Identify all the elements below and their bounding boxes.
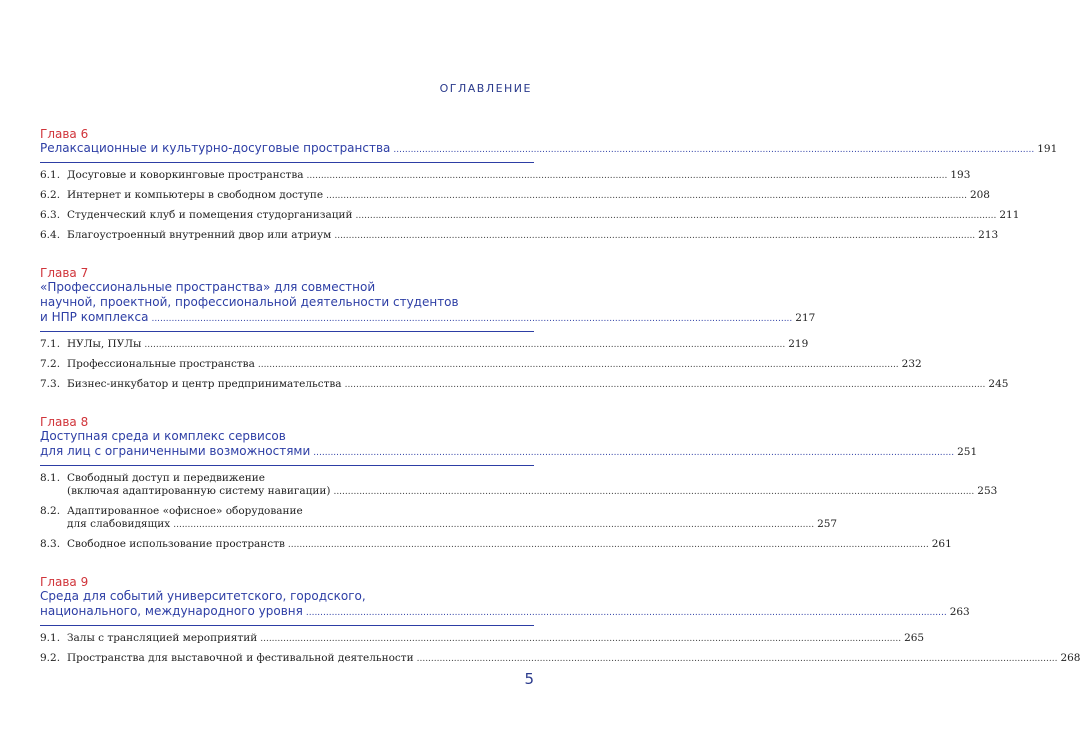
entry-number: 8.1. (40, 472, 61, 484)
toc-line (67, 358, 922, 372)
toc-line (67, 378, 1008, 392)
toc-line-text: Свободное использование пространств (67, 538, 285, 550)
toc-line-text: Досуговые и коворкинговые пространства (67, 169, 304, 181)
chapter-rule (40, 331, 534, 332)
chapter-title[interactable] (40, 280, 816, 327)
chapter-rule (40, 162, 534, 163)
toc-entry[interactable] (40, 209, 1020, 223)
entry-body (67, 358, 922, 372)
toc-line-text: Залы с трансляцией мероприятий (67, 632, 258, 644)
entry-number: 6.3. (40, 209, 61, 221)
toc-entry[interactable] (40, 632, 925, 646)
entry-number: 6.1. (40, 169, 61, 181)
toc-line (67, 169, 970, 183)
toc-line-text: для лиц с ограниченными возможностями (40, 444, 311, 458)
toc-line (40, 310, 816, 327)
chapter-title-line: Среда для событий университетского, городского, (40, 589, 366, 603)
leader-dots (356, 210, 997, 223)
toc-page-ref: 261 (931, 538, 952, 550)
leader-dots (345, 379, 986, 392)
entry-body (67, 229, 998, 243)
leader-dots (173, 519, 814, 532)
toc-page-ref: 253 (977, 485, 998, 497)
toc-line (40, 141, 1058, 158)
toc-line (40, 444, 978, 461)
leader-dots (306, 606, 947, 621)
chapter-title-line: Доступная среда и комплекс сервисов (40, 429, 286, 443)
entry-body (67, 538, 952, 552)
entry-number: 9.1. (40, 632, 61, 644)
leader-dots (307, 170, 948, 183)
toc-page-ref: 268 (1060, 652, 1080, 664)
chapter-rule (40, 465, 534, 466)
page-number: 5 (524, 670, 534, 688)
entry-body (67, 189, 990, 203)
entry-number: 8.2. (40, 505, 61, 517)
toc-line-text: Интернет и компьютеры в свободном доступе (67, 189, 324, 201)
leader-dots (288, 539, 929, 552)
toc-line (67, 189, 990, 203)
toc-entry[interactable] (40, 169, 971, 183)
chapter-label: Глава 6 (40, 127, 89, 141)
table-of-contents (40, 127, 1080, 689)
toc-line (67, 652, 1080, 666)
entry-number: 7.3. (40, 378, 61, 390)
toc-page-ref: 263 (949, 606, 970, 618)
entry-body (67, 632, 924, 646)
toc-page-ref: 208 (969, 189, 990, 201)
toc-line (40, 604, 970, 621)
toc-line (67, 209, 1019, 223)
entry-body (67, 209, 1019, 223)
chapter-title[interactable] (40, 589, 970, 621)
entry-number: 6.2. (40, 189, 61, 201)
toc-line (67, 338, 808, 352)
chapter-block (40, 575, 1080, 666)
toc-line (67, 632, 924, 646)
entry-body (67, 505, 837, 532)
chapter-rule (40, 625, 534, 626)
toc-line-text: и НПР комплекса (40, 310, 149, 324)
chapter-block (40, 127, 1058, 243)
toc-entry[interactable] (40, 472, 998, 499)
chapter-label: Глава 9 (40, 575, 89, 589)
toc-line (67, 538, 952, 552)
leader-dots (260, 633, 901, 646)
chapter-title[interactable] (40, 429, 978, 461)
leader-dots (258, 359, 899, 372)
toc-line-text: Благоустроенный внутренний двор или атриум (67, 229, 332, 241)
entry-number: 6.4. (40, 229, 61, 241)
chapter-block (40, 266, 1009, 392)
leader-dots (151, 312, 792, 327)
leader-dots (313, 446, 954, 461)
toc-page-ref: 211 (999, 209, 1020, 221)
entry-body (67, 169, 970, 183)
toc-entry[interactable] (40, 189, 990, 203)
toc-line-text: Профессиональные пространства (67, 358, 255, 370)
entry-body (67, 472, 997, 499)
toc-line-text: национального, международного уровня (40, 604, 303, 618)
toc-page-ref: 217 (795, 312, 816, 324)
toc-entry[interactable] (40, 538, 952, 552)
entry-number: 9.2. (40, 652, 61, 664)
toc-entry[interactable] (40, 358, 922, 372)
toc-page-ref: 219 (788, 338, 809, 350)
toc-page-ref: 213 (978, 229, 999, 241)
toc-line (67, 229, 998, 243)
toc-entry[interactable] (40, 652, 1080, 666)
leader-dots (333, 486, 974, 499)
toc-line-text: для слабовидящих (67, 518, 171, 530)
entry-text-line: Свободный доступ и передвижение (67, 472, 265, 484)
toc-entry[interactable] (40, 505, 838, 532)
entry-number: 8.3. (40, 538, 61, 550)
toc-entry[interactable] (40, 378, 1009, 392)
leader-dots (144, 339, 785, 352)
leader-dots (417, 653, 1058, 666)
entry-body (67, 338, 808, 352)
entry-number: 7.1. (40, 338, 61, 350)
toc-line-text: НУЛы, ПУЛы (67, 338, 142, 350)
toc-line (67, 518, 837, 532)
toc-entry[interactable] (40, 338, 809, 352)
entry-text-line: Адаптированное «офисное» оборудование (67, 505, 303, 517)
leader-dots (393, 143, 1034, 158)
chapter-label: Глава 7 (40, 266, 89, 280)
entry-body (67, 652, 1080, 666)
toc-line-text: Пространства для выставочной и фестивальной деятельности (67, 652, 414, 664)
leader-dots (326, 190, 967, 203)
chapter-title-line: «Профессиональные пространства» для совместной (40, 280, 376, 294)
toc-line-text: Студенческий клуб и помещения студорганизаций (67, 209, 353, 221)
leader-dots (334, 230, 975, 243)
toc-page-ref: 245 (988, 378, 1009, 390)
toc-page-ref: 191 (1037, 143, 1058, 155)
toc-line-text: Релаксационные и культурно-досуговые пространства (40, 141, 391, 155)
chapter-block (40, 415, 998, 552)
entry-number: 7.2. (40, 358, 61, 370)
toc-entry[interactable] (40, 229, 999, 243)
toc-page-ref: 251 (957, 446, 978, 458)
toc-page-ref: 232 (901, 358, 922, 370)
chapter-title[interactable] (40, 141, 1058, 158)
toc-line-text: Бизнес-инкубатор и центр предпринимательства (67, 378, 342, 390)
toc-page-ref: 193 (950, 169, 971, 181)
toc-line-text: (включая адаптированную систему навигации) (67, 485, 331, 497)
toc-page-ref: 257 (817, 518, 838, 530)
toc-page-ref: 265 (904, 632, 925, 644)
chapter-label: Глава 8 (40, 415, 89, 429)
entry-body (67, 378, 1008, 392)
chapter-title-line: научной, проектной, профессиональной деятельности студентов (40, 295, 459, 309)
toc-line (67, 485, 997, 499)
running-header: ОГЛАВЛЕНИЕ (439, 82, 532, 95)
